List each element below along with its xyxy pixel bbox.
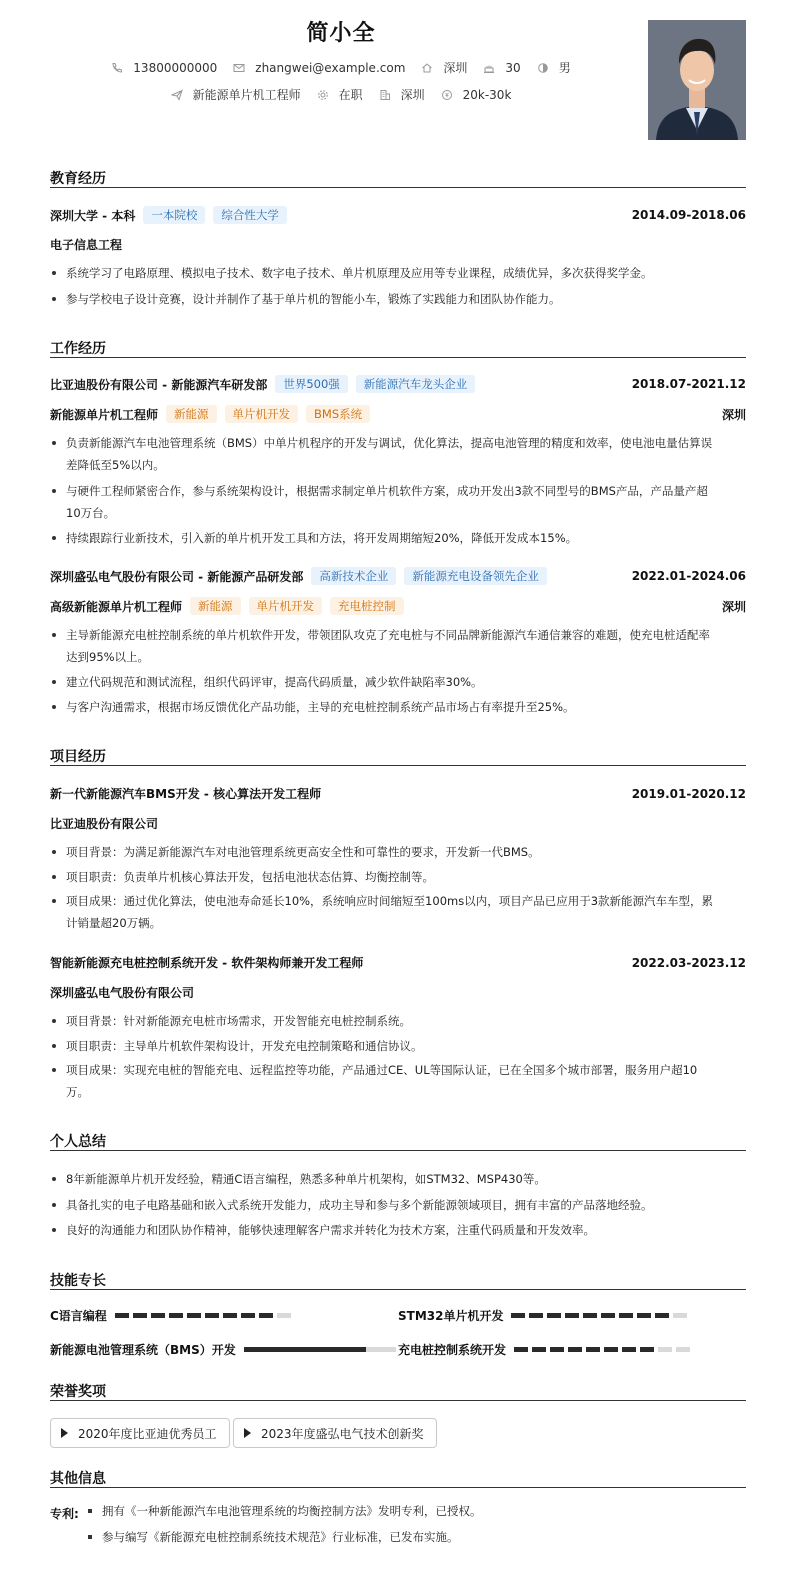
- list-item-line: 差降低至5%以内。: [66, 458, 165, 472]
- project-name: 智能新能源充电桩控制系统开发 - 软件架构师兼开发工程师: [50, 956, 364, 970]
- job-role-row: [50, 405, 746, 423]
- target-job-info: [171, 86, 301, 103]
- skill-level-filled: [115, 1313, 129, 1318]
- list-item: [50, 1059, 750, 1103]
- list-item-line: 达到95%以上。: [66, 650, 150, 664]
- skill-level-bar: [244, 1347, 396, 1352]
- company-tag: 新能源汽车龙头企业: [356, 375, 476, 393]
- skill-level-filled: [586, 1347, 600, 1352]
- gender-info: [537, 59, 571, 76]
- gender-icon: [537, 62, 549, 74]
- list-item-line: 与硬件工程师紧密合作，参与系统架构设计，根据需求制定单片机软件方案，成功开发出3款不同型号的BMS产品，产品量产超: [66, 484, 708, 498]
- section-divider: [50, 765, 746, 766]
- list-item: 良好的沟通能力和团队协作精神，能够快速理解客户需求并转化为技术方案，注重代码质量和开发效率。: [50, 1219, 750, 1241]
- job-city: 深圳: [721, 599, 746, 614]
- project-period: 2019.01-2020.12: [631, 786, 746, 801]
- skill-level-filled: [187, 1313, 201, 1318]
- skill-name: STM32单片机开发: [398, 1309, 504, 1323]
- building-icon: [379, 89, 391, 101]
- education-header-row: [50, 206, 746, 224]
- skill-level-filled: [655, 1313, 669, 1318]
- status-value: 在职: [338, 88, 363, 102]
- job-intent-row: [0, 86, 682, 103]
- list-item: 参与学校电子设计竞赛，设计并制作了基于单片机的智能小车，锻炼了实践能力和团队协作能力。: [50, 288, 750, 310]
- project-company: 比亚迪股份有限公司: [50, 817, 159, 831]
- list-item: 持续跟踪行业新技术，引入新的单片机开发工具和方法，将开发周期缩短20%，降低开发成本15%。: [50, 527, 750, 549]
- award-label: 2020年度比亚迪优秀员工: [78, 1426, 217, 1441]
- skill-name: C语言编程: [50, 1309, 107, 1323]
- list-item: [50, 890, 750, 934]
- play-icon: [61, 1428, 68, 1438]
- job-city: 深圳: [721, 407, 746, 422]
- skill-level-filled: [622, 1347, 636, 1352]
- skill-level-empty: [277, 1313, 291, 1318]
- section-divider: [50, 1150, 746, 1151]
- job-role: 新能源单片机工程师: [50, 407, 159, 422]
- skill-level-filled: [514, 1347, 528, 1352]
- list-item: 系统学习了电路原理、模拟电子技术、数字电子技术、单片机原理及应用等专业课程，成绩优异，多次获得奖学金。: [50, 262, 750, 284]
- project-name: 新一代新能源汽车BMS开发 - 核心算法开发工程师: [50, 787, 322, 801]
- skill-level-filled: [619, 1313, 633, 1318]
- list-item-line: 负责新能源汽车电池管理系统（BMS）中单片机程序的开发与调试，优化算法，提高电池管理的精度和效率，使电池电量估算误: [66, 436, 713, 450]
- role-tag: 新能源: [166, 405, 217, 423]
- awards-section-title: 荣誉奖项: [50, 1384, 106, 1400]
- age-value: 30: [505, 60, 521, 75]
- resume-header: [0, 0, 794, 150]
- education-period: 2014.09-2018.06: [631, 208, 746, 222]
- list-item-line: 10万台。: [66, 506, 116, 520]
- skill-level-filled: [529, 1313, 543, 1318]
- list-item: 8年新能源单片机开发经验，精通C语言编程，熟悉多种单片机架构，如STM32、MSP430等。: [50, 1168, 750, 1190]
- job-period: 2018.07-2021.12: [631, 377, 746, 391]
- education-tag: 一本院校: [143, 206, 205, 224]
- gear-icon: [317, 89, 329, 101]
- section-divider: [50, 1487, 746, 1488]
- job-role: 高级新能源单片机工程师: [50, 599, 183, 614]
- list-item: 项目背景：针对新能源充电桩市场需求，开发智能充电桩控制系统。: [50, 1010, 750, 1032]
- skill-name: 充电桩控制系统开发: [398, 1343, 507, 1357]
- skill-level-empty: [676, 1347, 690, 1352]
- list-item: 项目背景：为满足新能源汽车对电池管理系统更高安全性和可靠性的要求，开发新一代BMS。: [50, 841, 750, 863]
- list-item-line: 项目成果：实现充电桩的智能充电、远程监控等功能，产品通过CE、UL等国际认证，已在全国多个城市部署，服务用户超10: [66, 1063, 698, 1077]
- skill-level-filled: [205, 1313, 219, 1318]
- skill-level-filled: [133, 1313, 147, 1318]
- project-company-row: [50, 984, 746, 1001]
- skill-level-filled: [223, 1313, 237, 1318]
- summary-section-title: 个人总结: [50, 1134, 106, 1150]
- list-item: 具备扎实的电子电路基础和嵌入式系统开发能力，成功主导和参与多个新能源领域项目，拥有丰富的产品落地经验。: [50, 1194, 750, 1216]
- home-icon: [421, 62, 433, 74]
- list-item: 项目职责：负责单片机核心算法开发，包括电池状态估算、均衡控制等。: [50, 866, 750, 888]
- project-header-row: [50, 954, 746, 971]
- company-tag: 世界500强: [275, 375, 347, 393]
- list-item: 与客户沟通需求，根据市场反馈优化产品功能，主导的充电桩控制系统产品市场占有率提升至25%。: [50, 696, 750, 718]
- skill-level-filled: [259, 1313, 273, 1318]
- education-section-title: 教育经历: [50, 171, 106, 187]
- skill-level-filled: [640, 1347, 654, 1352]
- patent-label: 专利:: [50, 1507, 79, 1521]
- skill-level-filled: [547, 1313, 561, 1318]
- project-company: 深圳盛弘电气股份有限公司: [50, 986, 195, 1000]
- skill-level-filled: [151, 1313, 165, 1318]
- major-row: [50, 236, 746, 253]
- list-item: [50, 624, 750, 668]
- other-section-title: 其他信息: [50, 1471, 106, 1487]
- education-tag: 综合性大学: [213, 206, 287, 224]
- award-item: [50, 1418, 230, 1448]
- job-header-row: [50, 567, 746, 585]
- list-item: [50, 480, 750, 524]
- work-section-title: 工作经历: [50, 341, 106, 357]
- job-header-row: [50, 375, 746, 393]
- coin-icon: [441, 89, 453, 101]
- job-period: 2022.01-2024.06: [631, 569, 746, 583]
- list-item-line: 项目成果：通过优化算法，使电池寿命延长10%，系统响应时间缩短至100ms以内，项目产品已应用于3款新能源汽车车型，累: [66, 894, 714, 908]
- skill-level-filled: [583, 1313, 597, 1318]
- location-info: [421, 59, 467, 76]
- role-tag: 充电桩控制: [330, 597, 404, 615]
- list-item-line: 计销量超20万辆。: [66, 916, 162, 930]
- skill-level-filled: [169, 1313, 183, 1318]
- list-item: 建立代码规范和测试流程，组织代码评审，提高代码质量，减少软件缺陷率30%。: [50, 671, 750, 693]
- avatar: [648, 20, 746, 140]
- skill-level-filled: [532, 1347, 546, 1352]
- skill-name: 新能源电池管理系统（BMS）开发: [50, 1343, 236, 1357]
- skill-level-filled: [637, 1313, 651, 1318]
- award-label: 2023年度盛弘电气技术创新奖: [261, 1426, 424, 1441]
- skill-item: [398, 1341, 690, 1358]
- skill-level-bar: [115, 1313, 291, 1318]
- skill-level-filled: [511, 1313, 525, 1318]
- skill-level-bar: [514, 1347, 690, 1352]
- skill-item: [50, 1307, 291, 1324]
- section-divider: [50, 187, 746, 188]
- phone-icon: [111, 62, 123, 74]
- skill-level-empty: [366, 1347, 396, 1352]
- skill-level-filled: [244, 1347, 366, 1352]
- skill-level-filled: [568, 1347, 582, 1352]
- location-value: 深圳: [443, 61, 468, 75]
- skills-section-title: 技能专长: [50, 1273, 106, 1289]
- section-divider: [50, 357, 746, 358]
- company-name: 深圳盛弘电气股份有限公司 - 新能源产品研发部: [50, 569, 304, 584]
- target-city-info: [379, 86, 425, 103]
- school-name: 深圳大学 - 本科: [50, 208, 136, 223]
- list-item-line: 万。: [66, 1085, 89, 1099]
- skill-level-empty: [673, 1313, 687, 1318]
- email-value: zhangwei@example.com: [255, 60, 406, 75]
- skill-item: [398, 1307, 687, 1324]
- major-name: 电子信息工程: [50, 238, 123, 252]
- send-icon: [171, 89, 183, 101]
- gender-value: 男: [558, 61, 571, 75]
- list-item: [50, 432, 750, 476]
- section-divider: [50, 1289, 746, 1290]
- skill-level-bar: [511, 1313, 687, 1318]
- status-info: [317, 86, 363, 103]
- skill-level-filled: [550, 1347, 564, 1352]
- list-item: 参与编写《新能源充电桩控制系统技术规范》行业标准，已发布实施。: [88, 1526, 459, 1548]
- salary-info: [441, 88, 512, 102]
- project-header-row: [50, 785, 746, 802]
- role-tag: 单片机开发: [225, 405, 299, 423]
- job-role-row: [50, 597, 746, 615]
- skill-level-filled: [601, 1313, 615, 1318]
- skill-level-empty: [658, 1347, 672, 1352]
- contact-info-row: [0, 59, 682, 76]
- phone-info: [111, 61, 217, 75]
- salary-value: 20k-30k: [462, 87, 512, 102]
- role-tag: 新能源: [190, 597, 241, 615]
- award-item: [233, 1418, 437, 1448]
- role-tag: 单片机开发: [249, 597, 323, 615]
- mail-icon: [233, 62, 245, 74]
- target-job-value: 新能源单片机工程师: [192, 88, 301, 102]
- skill-level-filled: [241, 1313, 255, 1318]
- age-info: [483, 61, 520, 75]
- company-name: 比亚迪股份有限公司 - 新能源汽车研发部: [50, 377, 268, 392]
- projects-section-title: 项目经历: [50, 749, 106, 765]
- section-divider: [50, 1400, 746, 1401]
- phone-value: 13800000000: [133, 60, 218, 75]
- skill-item: [50, 1341, 396, 1358]
- skill-level-filled: [604, 1347, 618, 1352]
- list-item: 拥有《一种新能源汽车电池管理系统的均衡控制方法》发明专利，已授权。: [88, 1500, 482, 1522]
- company-tag: 高新技术企业: [311, 567, 396, 585]
- cake-icon: [483, 62, 495, 74]
- candidate-name: 简小全: [306, 21, 376, 46]
- skill-level-filled: [565, 1313, 579, 1318]
- target-city-value: 深圳: [400, 88, 425, 102]
- portrait-image: [648, 20, 746, 140]
- project-period: 2022.03-2023.12: [631, 955, 746, 970]
- list-item: 项目职责：主导单片机软件架构设计，开发充电控制策略和通信协议。: [50, 1035, 750, 1057]
- list-item-line: 主导新能源充电桩控制系统的单片机软件开发，带领团队攻克了充电桩与不同品牌新能源汽车通信兼容的难题，使充电桩适配率: [66, 628, 710, 642]
- project-company-row: [50, 815, 746, 832]
- email-info: [233, 61, 405, 75]
- role-tag: BMS系统: [306, 405, 370, 423]
- company-tag: 新能源充电设备领先企业: [404, 567, 547, 585]
- play-icon: [244, 1428, 251, 1438]
